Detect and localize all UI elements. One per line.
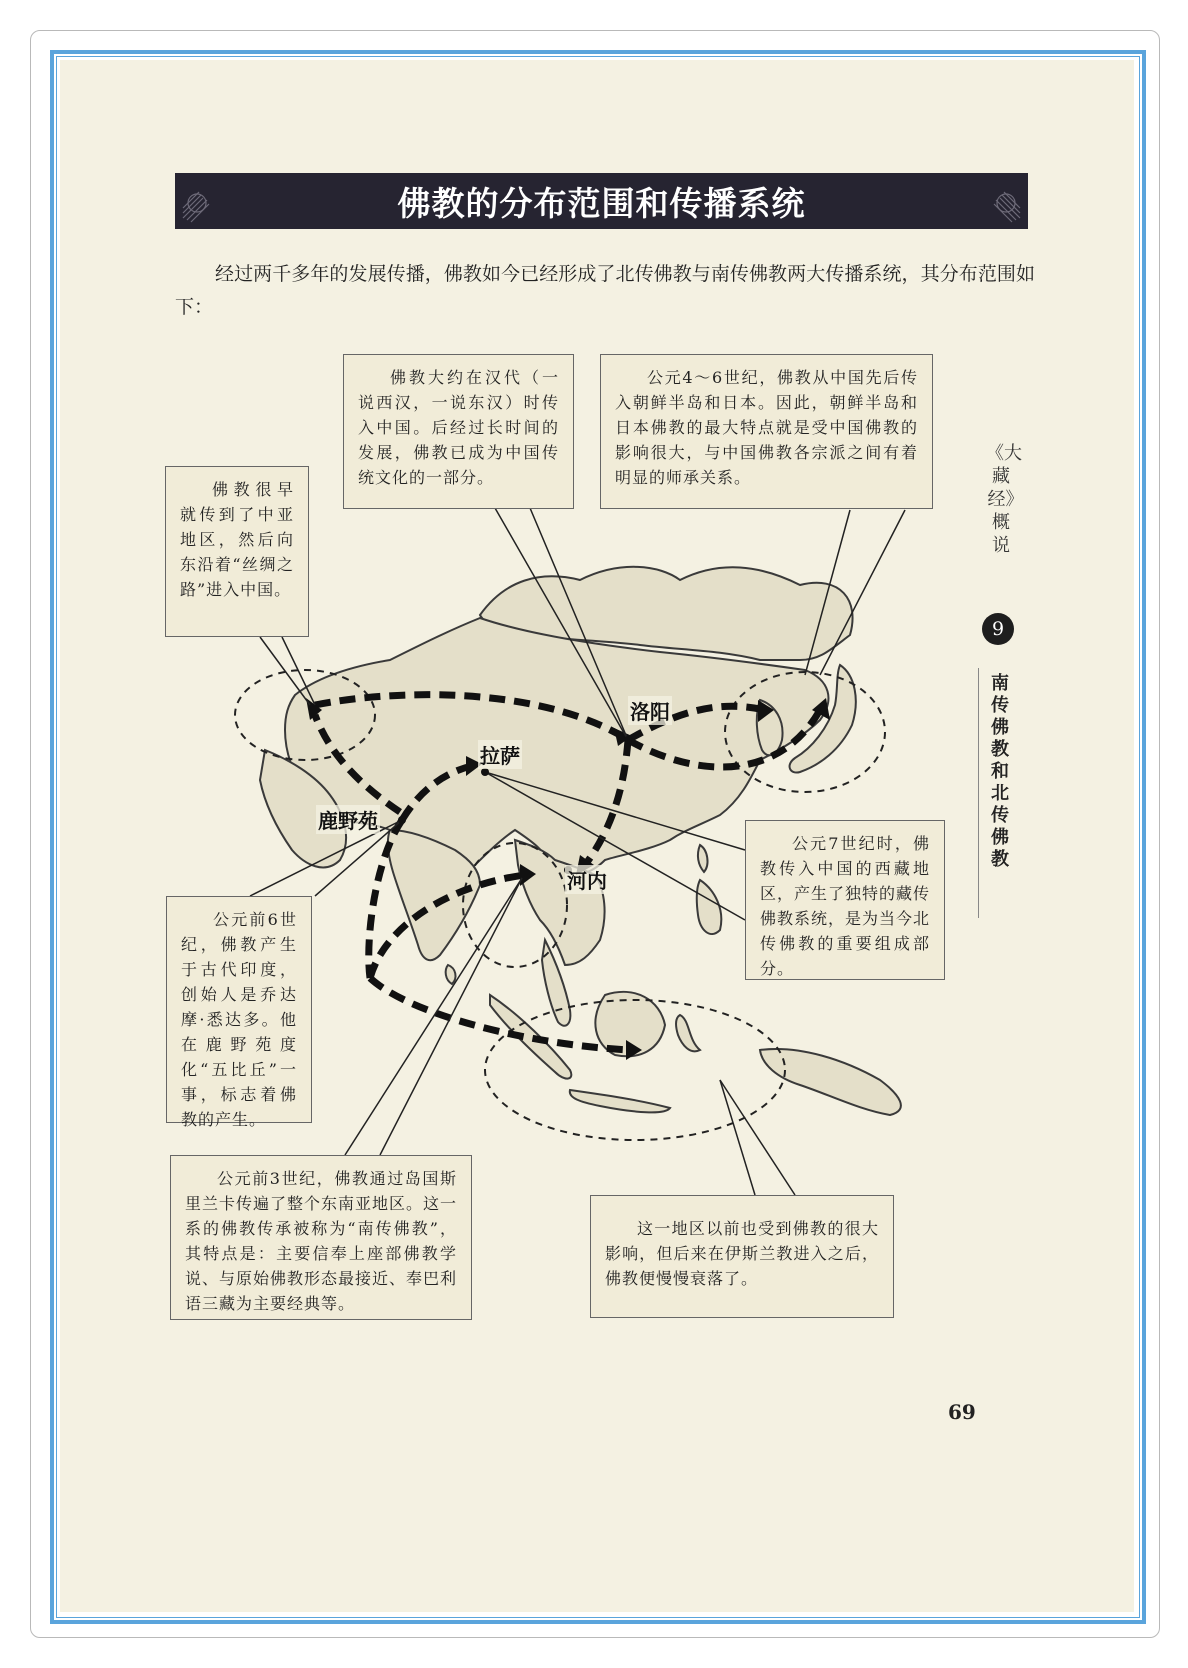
- sulawesi: [676, 1015, 700, 1051]
- place-henei: 河内: [565, 865, 609, 894]
- sri-lanka: [446, 965, 456, 984]
- chapter-number-badge: 9: [982, 613, 1014, 645]
- dot-lasa: [481, 768, 489, 776]
- sidebar-book-title: 《大藏经》概说: [986, 443, 1022, 556]
- callout-southern: 公元前3世纪，佛教通过岛国斯里兰卡传遍了整个东南亚地区。这一系的佛教传承被称为“南传佛教”，其特点是：主要信奉上座部佛教学说、与原始佛教形态最接近、奉巴利语三藏为主要经典等。: [170, 1155, 472, 1320]
- dot-luyeyuan: [398, 816, 406, 824]
- dot-luoyang: [624, 736, 632, 744]
- philippines: [697, 880, 722, 934]
- callout-korea-japan: 公元4～6世纪，佛教从中国先后传入朝鲜半岛和日本。因此，朝鲜半岛和日本佛教的最大特点就是受中国佛教的影响很大，与中国佛教各宗派之间有着明显的师承关系。: [600, 354, 933, 509]
- page: [60, 60, 1134, 1612]
- ornament-left-icon: [175, 173, 231, 229]
- taiwan: [698, 845, 708, 872]
- callout-silk-road: 佛教很早就传到了中亚地区，然后向东沿着“丝绸之路”进入中国。: [165, 466, 309, 637]
- page-number: 69: [948, 1400, 976, 1424]
- new-guinea: [760, 1049, 901, 1115]
- java: [570, 1090, 670, 1112]
- title-bar: [175, 173, 1028, 229]
- place-luyeyuan: 鹿野苑: [316, 805, 380, 834]
- callout-islam: 这一地区以前也受到佛教的很大影响，但后来在伊斯兰教进入之后，佛教便慢慢衰落了。: [590, 1195, 894, 1318]
- leader-silk: [260, 637, 310, 705]
- callout-han-dynasty: 佛教大约在汉代（一说西汉，一说东汉）时传入中国。后经过长时间的发展，佛教已成为中国传统文化的一部分。: [343, 354, 574, 509]
- intro-paragraph: 经过两千多年的发展传播，佛教如今已经形成了北传佛教与南传佛教两大传播系统，其分布范围如下：: [175, 263, 1035, 318]
- sidebar-rule: [978, 668, 979, 918]
- leader-islam-2: [720, 1080, 795, 1195]
- place-luoyang: 洛阳: [628, 696, 672, 725]
- leader-islam: [720, 1080, 755, 1195]
- callout-origin: 公元前6世纪，佛教产生于古代印度，创始人是乔达摩·悉达多。他在鹿野苑度化“五比丘”一事，标志着佛教的产生。: [166, 896, 312, 1123]
- callout-tibet: 公元7世纪时，佛教传入中国的西藏地区，产生了独特的藏传佛教系统，是为当今北传佛教的重要组成部分。: [745, 820, 945, 980]
- sidebar-chapter-title: 南传佛教和北传佛教: [991, 673, 1009, 870]
- place-lasa: 拉萨: [478, 740, 522, 769]
- ornament-right-icon: [972, 173, 1028, 229]
- page-title: 佛教的分布范围和传播系统: [397, 183, 806, 223]
